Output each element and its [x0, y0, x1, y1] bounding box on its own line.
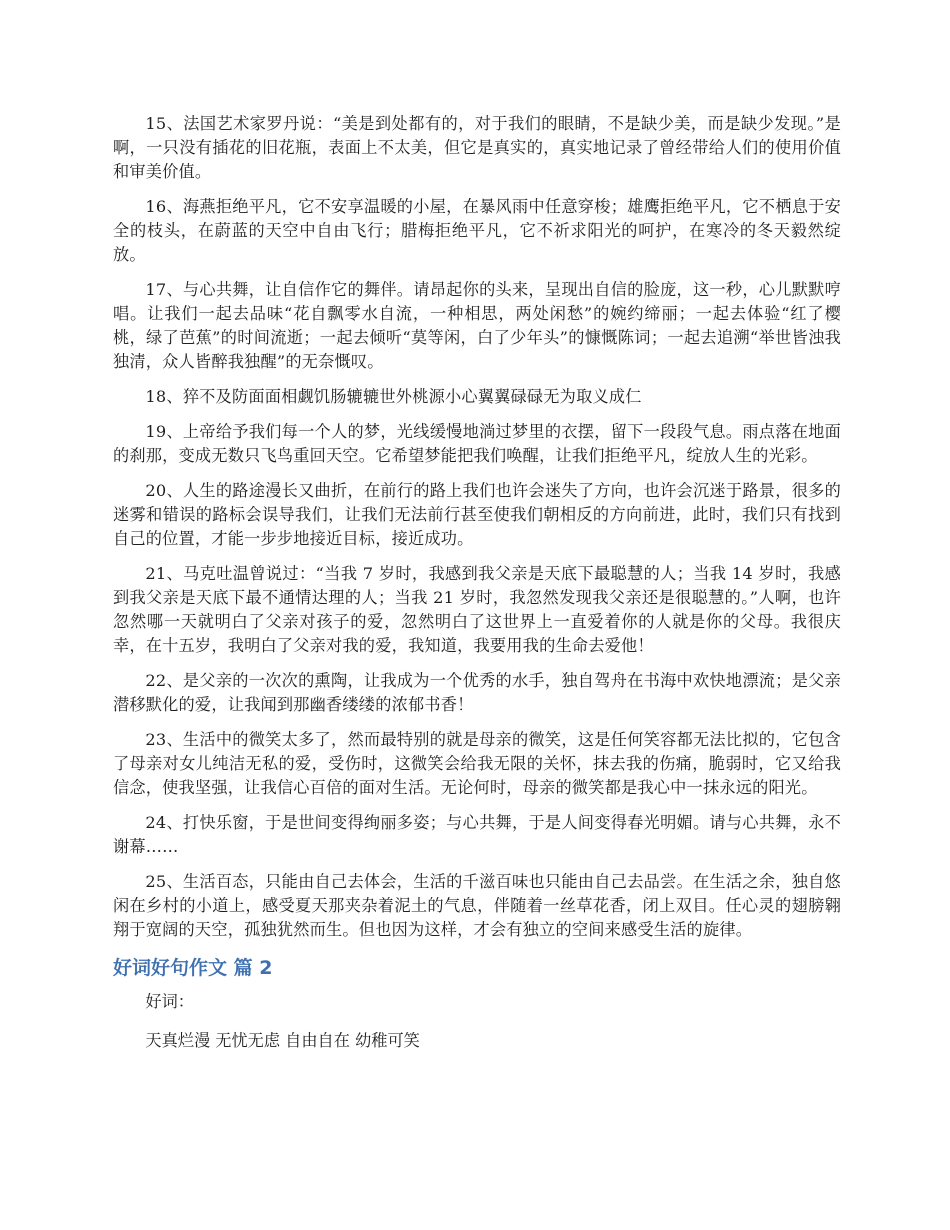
section-title: 好词好句作文 篇 2 — [113, 957, 273, 979]
paragraph-18: 18、猝不及防面面相觑饥肠辘辘世外桃源小心翼翼碌碌无为取义成仁 — [145, 387, 642, 406]
paragraph-23: 23、生活中的微笑太多了，然而最特别的就是母亲的微笑，这是任何笑容都无法比拟的，它包含了母亲对女儿纯洁无私的爱，受伤时，这微笑会给我无限的关怀，抹去我的伤痛，脆弱时，它又给我信念，使我坚强，让我信心百倍的面对生活。无论何时，母亲的微笑都是我心中一抹永远的阳光。 — [113, 730, 841, 797]
paragraph-20: 20、人生的路途漫长又曲折，在前行的路上我们也许会迷失了方向，也许会沉迷于路景，很多的迷雾和错误的路标会误导我们，让我们无法前行甚至使我们朝相反的方向前进，此时，我们只有找到自己的位置，才能一步步地接近目标，接近成功。 — [113, 481, 841, 548]
paragraph-25: 25、生活百态，只能由自己去体会，生活的千滋百味也只能由自己去品尝。在生活之余，独自悠闲在乡村的小道上，感受夏天那夹杂着泥土的气息，伴随着一丝草花香，闭上双目。任心灵的翅膀翱翔于宽阔的天空，孤独犹然而生。但也因为这样，才会有独立的空间来感受生活的旋律。 — [113, 872, 841, 939]
words-label: 好词： — [145, 992, 194, 1011]
paragraph-19: 19、上帝给予我们每一个人的梦，光线缓慢地淌过梦里的衣摆，留下一段段气息。雨点落在地面的刹那，变成无数只飞鸟重回天空。它希望梦能把我们唤醒，让我们拒绝平凡，绽放人生的光彩。 — [113, 422, 841, 465]
words-list: 天真烂漫 无忧无虑 自由自在 幼稚可笑 — [145, 1031, 420, 1050]
paragraph-15: 15、法国艺术家罗丹说：“美是到处都有的，对于我们的眼睛，不是缺少美，而是缺少发现。”是啊，一只没有插花的旧花瓶，表面上不太美，但它是真实的，真实地记录了曾经带给人们的使用价值和审美价值。 — [113, 114, 841, 181]
paragraph-22: 22、是父亲的一次次的熏陶，让我成为一个优秀的水手，独自驾舟在书海中欢快地漂流；是父亲潜移默化的爱，让我闻到那幽香缕缕的浓郁书香！ — [113, 671, 841, 714]
paragraph-21: 21、马克吐温曾说过：“当我 7 岁时，我感到我父亲是天底下最聪慧的人；当我 14 岁时，我感到我父亲是天底下最不通情达理的人；当我 21 岁时，我忽然发现我父亲还是很聪慧的。”人啊，也许忽然哪一天就明白了父亲对孩子的爱，忽然明白了这世界上一直爱着你的人就是你的父母。我很庆幸，在十五岁，我明白了父亲对我的爱，我知道，我要用我的生命去爱他！ — [113, 564, 841, 655]
paragraph-24: 24、打快乐窗，于是世间变得绚丽多姿；与心共舞，于是人间变得春光明媚。请与心共舞，永不谢幕…… — [113, 813, 841, 856]
document-page — [113, 112, 841, 1068]
paragraph-16: 16、海燕拒绝平凡，它不安享温暖的小屋，在暴风雨中任意穿梭；雄鹰拒绝平凡，它不栖息于安全的枝头，在蔚蓝的天空中自由飞行；腊梅拒绝平凡，它不祈求阳光的呵护，在寒冷的冬天毅然绽放。 — [113, 197, 841, 264]
paragraph-17: 17、与心共舞，让自信作它的舞伴。请昂起你的头来，呈现出自信的脸庞，这一秒，心儿默默哼唱。让我们一起去品味“花自飘零水自流，一种相思，两处闲愁”的婉约缔丽；一起去体验“红了樱桃，绿了芭蕉”的时间流逝；一起去倾听“莫等闲，白了少年头”的慷慨陈词；一起去追溯“举世皆浊我独清，众人皆醉我独醒”的无奈慨叹。 — [113, 280, 841, 371]
